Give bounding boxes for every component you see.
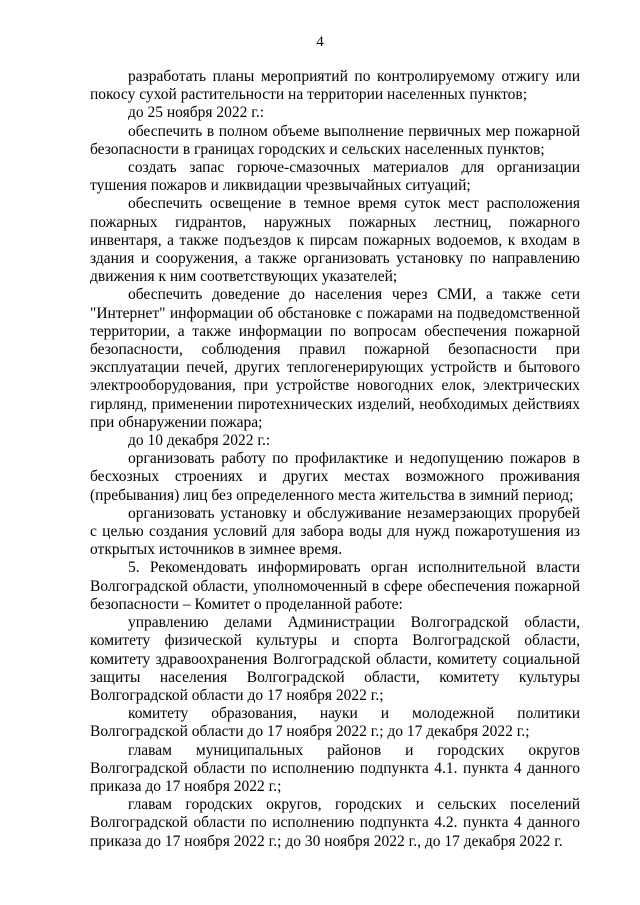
paragraph-8: организовать работу по профилактике и недопущению пожаров в бесхозных строениях и других местах возможного проживания (пребывания) лиц без определенного места жительства в зимний период;	[90, 450, 580, 504]
paragraph-9: организовать установку и обслуживание незамерзающих прорубей с целью создания условий для забора воды для нужд пожаротушения из открытых источников в зимнее время.	[90, 504, 580, 559]
paragraph-13: главам муниципальных районов и городских округов Волгоградской области по исполнению подпункта 4.1. пункта 4 данного приказа до 17 ноября 2022 г.;	[90, 741, 580, 795]
paragraph-4: создать запас горюче-смазочных материалов для организации тушения пожаров и ликвидации чрезвычайных ситуаций;	[90, 159, 580, 195]
paragraph-3: обеспечить в полном объеме выполнение первичных мер пожарной безопасности в границах городских и сельских населенных пунктов;	[90, 122, 580, 158]
paragraph-7: до 10 декабря 2022 г.:	[128, 432, 271, 450]
paragraph-2: до 25 ноября 2022 г.:	[128, 104, 265, 122]
paragraph-10: 5. Рекомендовать информировать орган исполнительной власти Волгоградской области, уполномоченный в сфере обеспечения пожарной безопасности – Комитет о проделанной работе:	[90, 559, 580, 613]
paragraph-1: разработать планы мероприятий по контролируемому отжигу или покосу сухой растительности на территории населенных пунктов;	[90, 68, 580, 104]
paragraph-5: обеспечить освещение в темное время суток мест расположения пожарных гидрантов, наружных пожарных лестниц, пожарного инвентаря, а также подъездов к пирсам пожарных водоемов, к входам в здания и сооружения, а также организовать установку по направлению движения к ним соответствующих указателей;	[90, 195, 580, 286]
paragraph-11: управлению делами Администрации Волгоградской области, комитету физической культуры и спорта Волгоградской области, комитету здравоохранения Волгоградской области, комитету социальной защиты населения Волгоградской области, комитету культуры Волгоградской области до 17 ноября 2022 г.;	[90, 614, 580, 704]
document-body	[90, 68, 580, 851]
page-number: 4	[316, 34, 324, 50]
paragraph-14: главам городских округов, городских и сельских поселений Волгоградской области по исполнению подпункта 4.2. пункта 4 данного приказа до 17 ноября 2022 г.; до 30 ноября 2022 г., до 17 декабря 2022 г.	[90, 796, 580, 850]
paragraph-6: обеспечить доведение до населения через СМИ, а также сети "Интернет" информации об обстановке с пожарами на подведомственной территории, а также информации по вопросам обеспечения пожарной безопасности, соблюдения правил пожарной безопасности при эксплуатации печей, других теплогенерирующих устройств и бытового электрооборудования, при устройстве новогодних елок, электрических гирлянд, применении пиротехнических изделий, необходимых действиях при обнаружении пожара;	[90, 286, 580, 431]
paragraph-12: комитету образования, науки и молодежной политики Волгоградской области до 17 ноября 2022 г.; до 17 декабря 2022 г.;	[90, 705, 580, 741]
